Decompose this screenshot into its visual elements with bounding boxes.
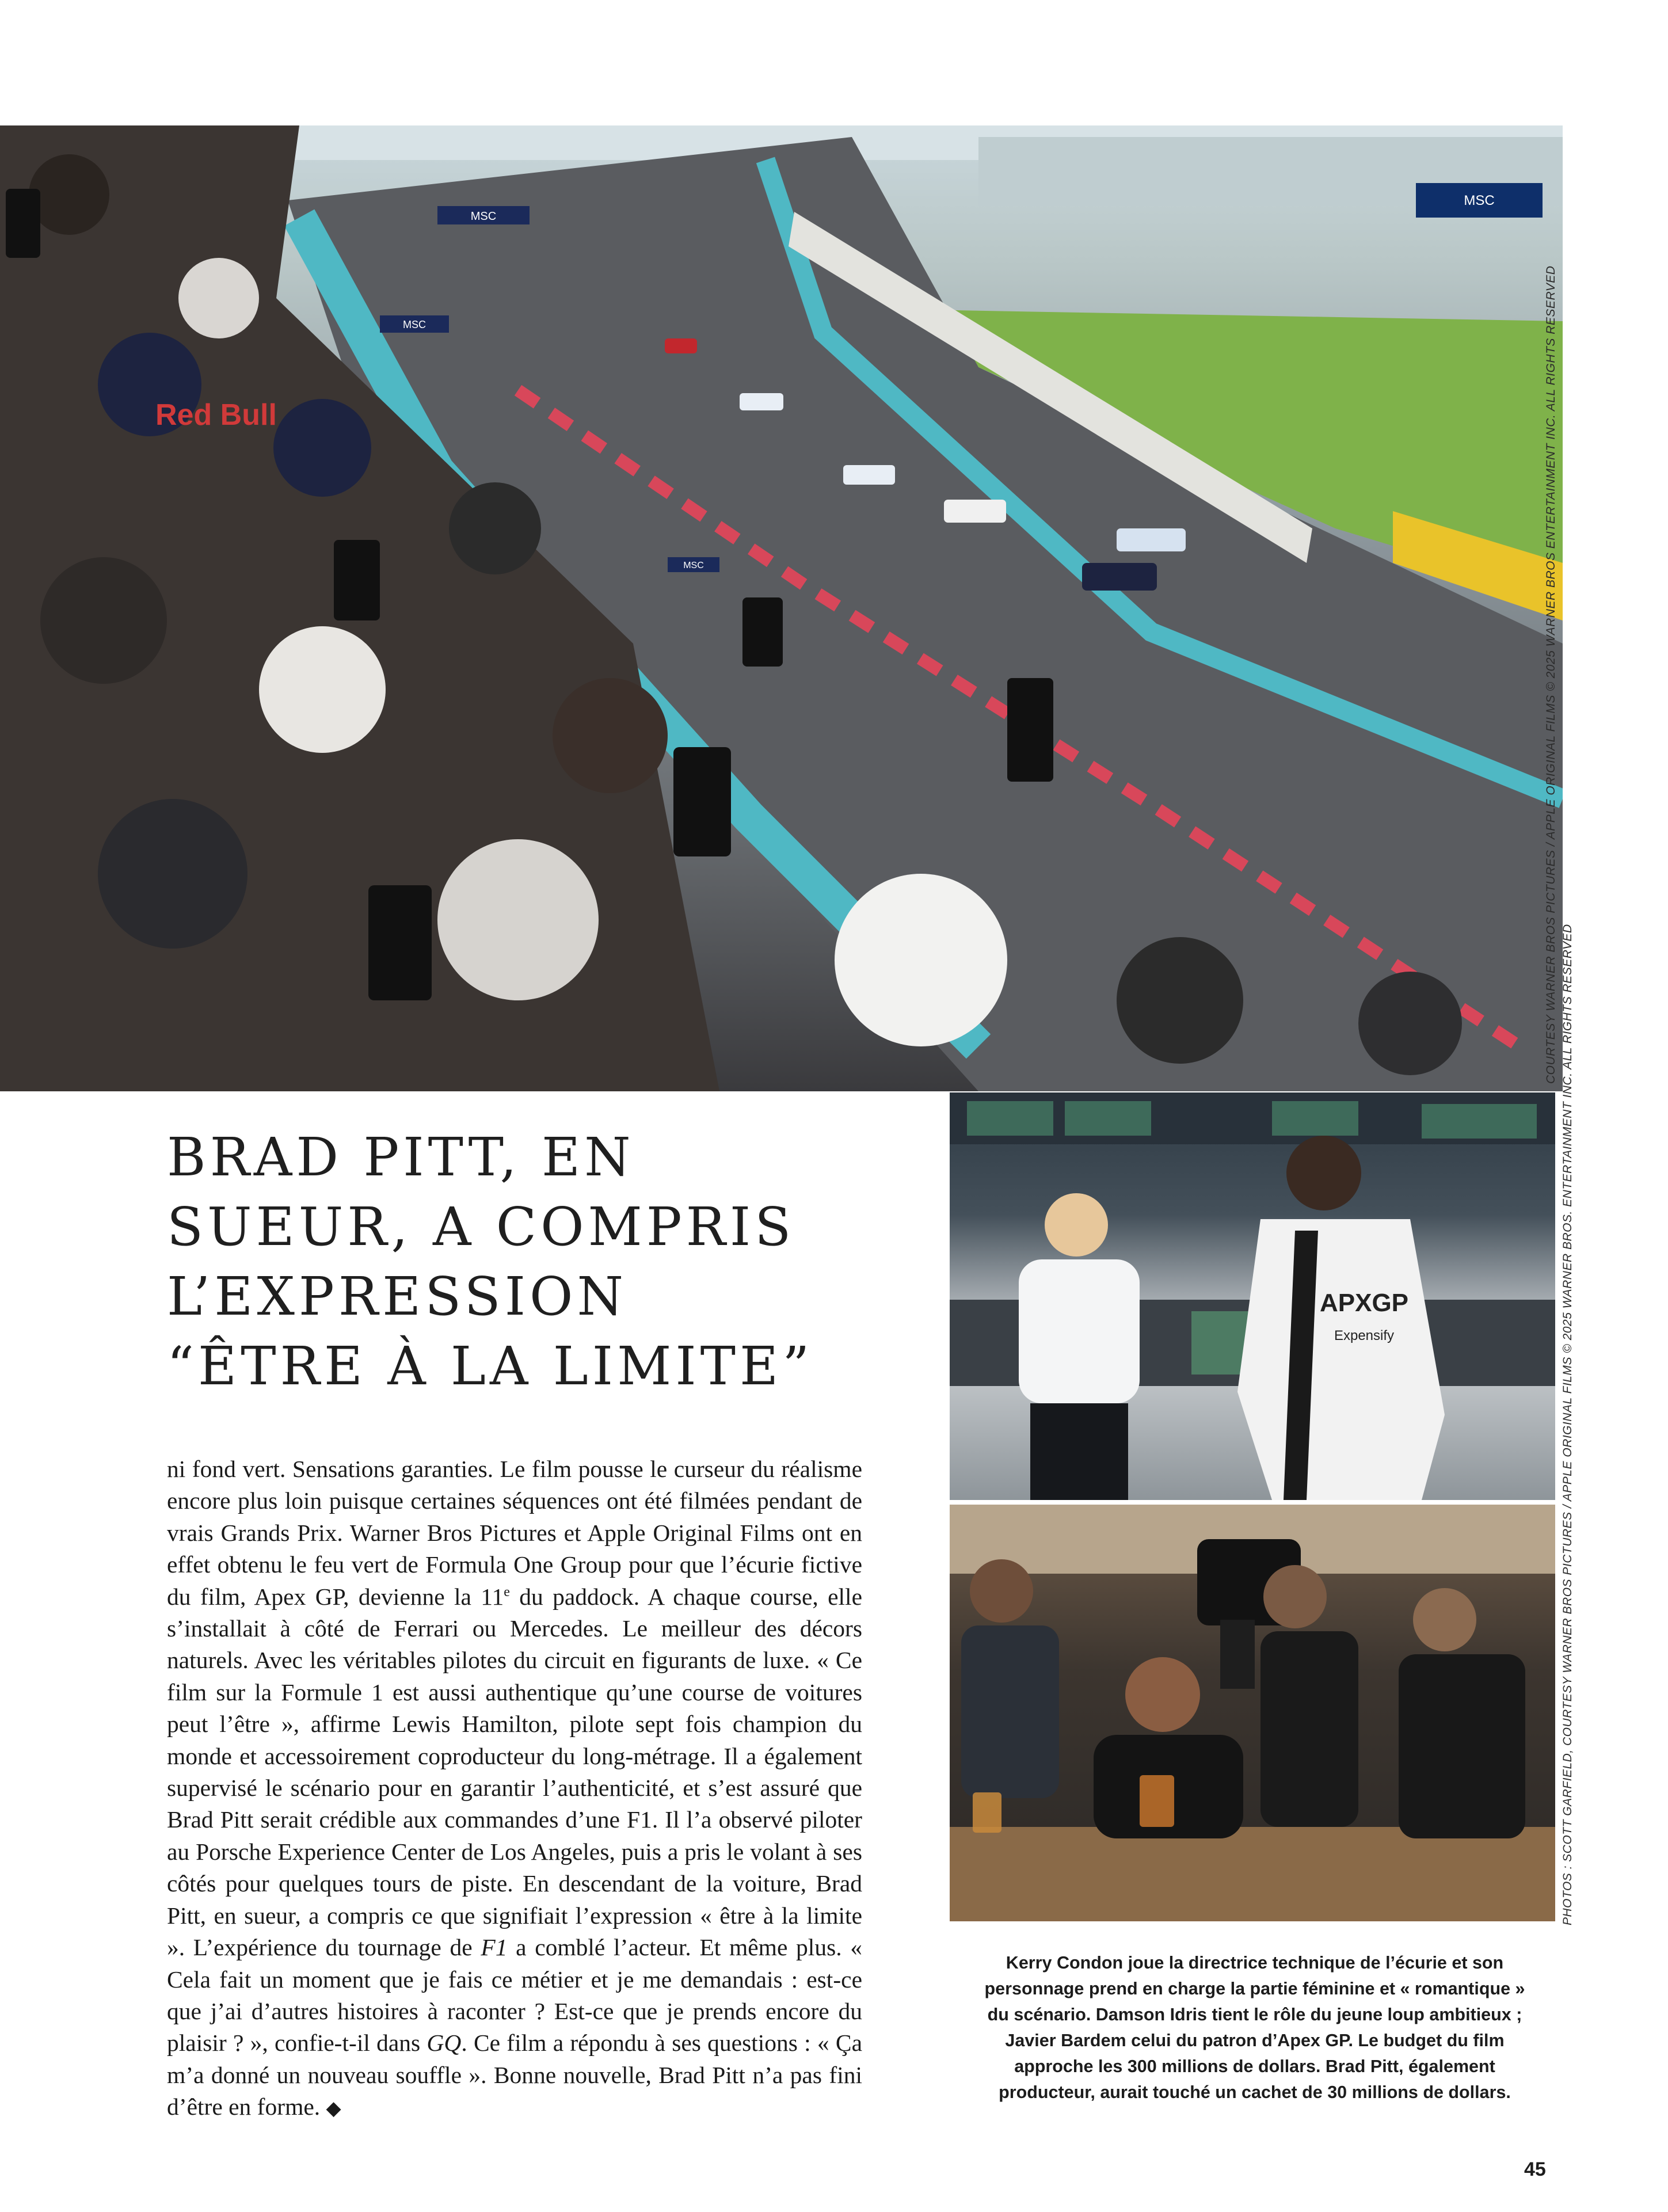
caption-line-3: du scénario. Damson Idris tient le rôle du jeune loup ambitieux ; <box>987 2005 1522 2024</box>
car-5 <box>1117 528 1186 551</box>
body-part-4: a comblé l’acteur. Et même plus. « Cela fait un moment que je fais ce métier et je me demandais : est-ce que j’ai d’autres histoires à raconter ? Est-ce que je prends encore du plaisir ? », confie-t-il dans <box>167 1934 863 2057</box>
body-part-2: du paddock. A chaque course, elle s’installait à côté de Ferrari ou Mercedes. Le meilleur des décors naturels. Avec les véritables pilotes du circuit en figurants de luxe. « Ce film sur la Formule 1 est aussi authentique qu’une course de voitures peut l’être », affirme Lewis Hamilton, pilote sept fois champion du monde et accessoirement coproducteur du long-métrage. Il a également supervisé le scénario pour en garantir l’authenticité, et s’est assuré que Brad Pitt serait crédible aux commandes d’une F1. Il l’a observé piloter au Porsche Experience Center de Los Angeles, puis a pris le volant à ses côtés pour quelques tours de piste. En descendant de la voiture, Brad Pitt, en sueur, a compris ce que signifiait l’expression « être à la limite ». L’expérience du tournage de <box>167 1583 862 1961</box>
bardem-head <box>1125 1657 1200 1732</box>
garage-scene-illustration <box>950 1092 1555 1500</box>
racing-suit <box>1237 1219 1445 1500</box>
headline-line-4: “ÊTRE À LA LIMITE” <box>167 1335 814 1397</box>
car-1 <box>665 338 697 353</box>
photo-caption <box>955 1950 1554 2106</box>
glass-right <box>1140 1775 1174 1827</box>
woman-white-shirt <box>1019 1259 1140 1403</box>
caption-line-1: Kerry Condon joue la directrice technique de l’écurie et son <box>1006 1953 1504 1973</box>
caption-line-5: approche les 300 millions de dollars. Brad Pitt, également <box>1014 2057 1495 2076</box>
suit-sponsor: Expensify <box>1334 1328 1395 1343</box>
caption-line-6: producteur, aurait touché un cachet de 30 millions de dollars. <box>999 2082 1511 2102</box>
woman-trousers <box>1030 1403 1128 1500</box>
car-2 <box>740 393 783 410</box>
banner-3-text: MSC <box>683 561 704 570</box>
caption-line-2: personnage prend en charge la partie féminine et « romantique » <box>984 1979 1525 1998</box>
right-photos-credit: PHOTOS : SCOTT GARFIELD, COURTESY WARNER BROS PICTURES / APPLE ORIGINAL FILMS © 2025 WARNER BROS. ENTERTAINMENT INC. ALL RIGHTS RESERVED <box>1561 924 1574 1925</box>
woman-head <box>1045 1193 1108 1257</box>
headline-line-3: L’EXPRESSION <box>167 1266 627 1327</box>
crew-right-head <box>1413 1588 1476 1651</box>
ordinal-superscript: e <box>504 1584 510 1600</box>
crew-left-body <box>961 1625 1059 1798</box>
banner-2-text: MSC <box>403 319 426 330</box>
wooden-counter <box>950 1827 1555 1921</box>
banner-4-text: MSC <box>1464 193 1495 208</box>
car-4 <box>944 500 1006 523</box>
camera-support <box>1220 1620 1255 1689</box>
car-6 <box>1082 563 1157 591</box>
headline-line-1: BRAD PITT, EN <box>167 1126 635 1188</box>
redbull-shirt-text: Red Bull <box>155 398 277 432</box>
body-part-6: . Ce film a répondu à ses questions : « Ça m’a donné un nouveau souffle ». Bonne nouvelle, Brad Pitt n’a pas fini d’être en forme. <box>167 2030 863 2120</box>
page-number: 45 <box>1524 2158 1546 2180</box>
film-title-f1: F1 <box>481 1934 508 1961</box>
hero-photo-credit: COURTESY WARNER BROS PICTURES / APPLE ORIGINAL FILMS © 2025 WARNER BROS ENTERTAINMENT INC. ALL RIGHTS RESERVED <box>1544 265 1557 1084</box>
crew-scene-illustration <box>950 1505 1555 1921</box>
banner-1-text: MSC <box>470 210 497 223</box>
magazine-title-gq: GQ <box>426 2030 462 2057</box>
operator-head <box>1263 1565 1327 1628</box>
hero-photo-race-crowd <box>0 125 1563 1091</box>
caption-line-4: Javier Bardem celui du patron d’Apex GP. Le budget du film <box>1005 2031 1505 2050</box>
crew-right-body <box>1399 1654 1525 1838</box>
man-head <box>1286 1136 1361 1210</box>
body-part-1: ni fond vert. Sensations garanties. Le film pousse le curseur du réalisme encore plus loin puisque certaines séquences ont été filmées pendant de vrais Grands Prix. Warner Bros Pictures et Apple Original Films ont en effet obtenu le feu vert de Formula One Group pour que l’écurie fictive du film, Apex GP, devienne la 11 <box>167 1456 862 1610</box>
suit-logo-apxgp: APXGP <box>1319 1289 1409 1317</box>
car-3 <box>843 465 895 485</box>
operator-body <box>1260 1631 1358 1827</box>
glass-left <box>973 1792 1001 1833</box>
headline-line-2: SUEUR, A COMPRIS <box>167 1196 795 1258</box>
photo-javier-bardem-film-crew <box>950 1505 1555 1921</box>
article-headline <box>167 1122 915 1401</box>
article-body <box>167 1453 862 2125</box>
photo-kerry-condon-damson-idris <box>950 1092 1555 1500</box>
race-scene-illustration <box>0 125 1563 1091</box>
crew-left-head <box>970 1559 1033 1623</box>
end-of-article-diamond-icon: ◆ <box>326 2098 341 2120</box>
